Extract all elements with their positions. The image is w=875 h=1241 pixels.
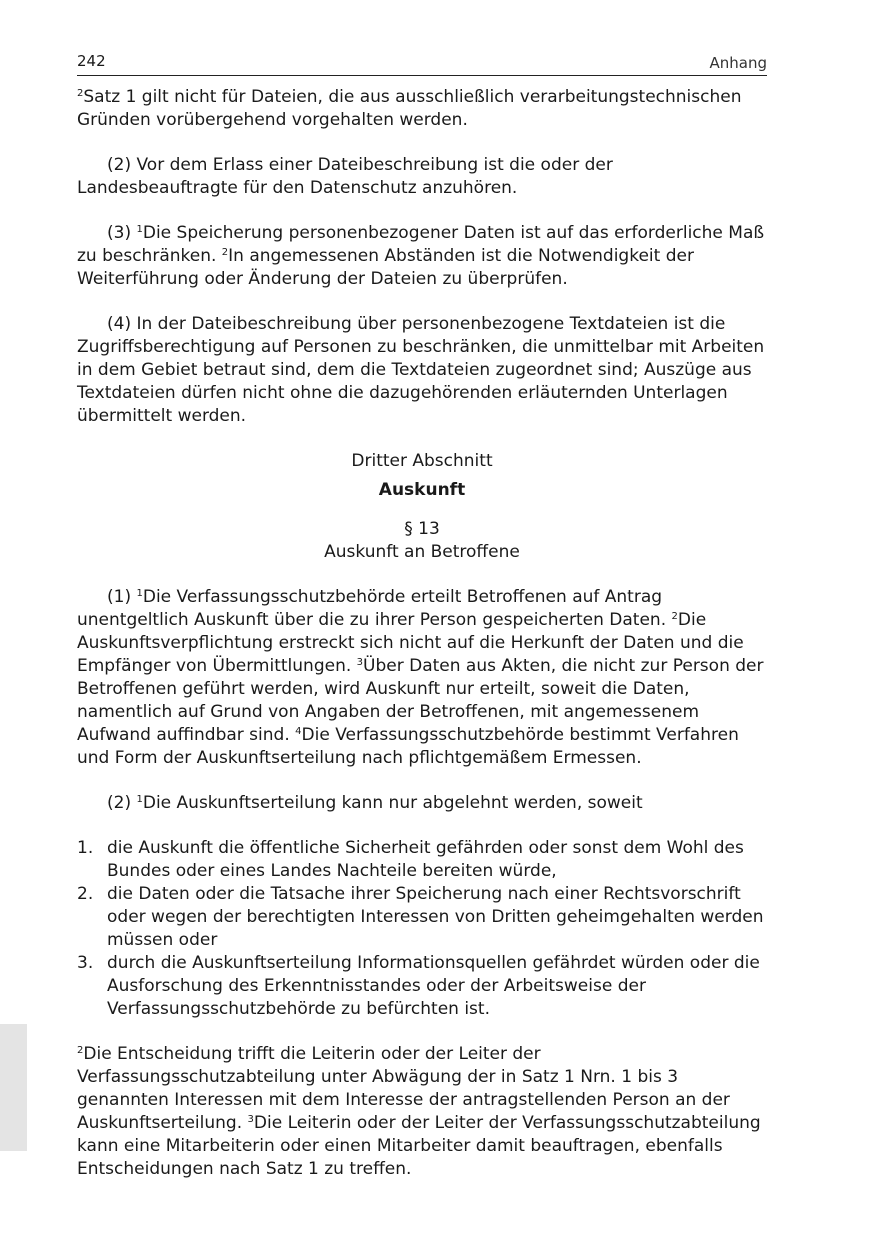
- list-item: 1. die Auskunft die öffentliche Sicherheit gefährden oder sonst dem Wohl des Bundes oder eines Landes Nachteile bereiten würde,: [77, 838, 744, 881]
- sentence-number: 3: [356, 657, 364, 668]
- list-number: 2.: [77, 884, 94, 904]
- sentence-number: 2: [77, 1045, 84, 1056]
- sentence-number: 1: [136, 588, 143, 599]
- paragraph-3: (3) $^1$Die Speicherung personenbezogener Daten ist auf das erforderliche Maß zu beschränken. $^2$In angemessenen Abständen ist die Notwendigkeit der Weiterführung oder Änderung der Dateien zu überprüfen.: [77, 223, 765, 289]
- sentence-number: 2: [221, 247, 229, 258]
- closing-paragraph: $^2$Die Entscheidung trifft die Leiterin oder der Leiter der Verfassungsschutzabteilung unter Abwägung der in Satz 1 Nrn. 1 bis 3 genannten Interessen mit dem Interesse der antragstellenden Person an der Auskunftserteilung. $^3$Die Leiterin oder der Leiter der Verfassungsschutzabteilung kann eine Mitarbeiterin oder einen Mitarbeiter damit beauftragen, ebenfalls Entscheidungen nach Satz 1 zu treffen.: [77, 1044, 761, 1179]
- subsection-1: (1) $^1$Die Verfassungsschutzbehörde erteilt Betroffenen auf Antrag unentgeltlich Auskunft über die zu ihrer Person gespeicherten Daten. $^2$Die Auskunftsverpflichtung erstreckt sich nicht auf die Herkunft der Daten und die Empfänger von Übermittlungen. $^3$Über Daten aus Akten, die nicht zur Person der Betroffenen geführt werden, wird Auskunft nur erteilt, soweit die Daten, namentlich auf Grund von Angaben der Betroffenen, mit angemessenem Aufwand auffindbar sind. $^4$Die Verfassungsschutzbehörde bestimmt Verfahren und Form der Auskunftserteilung nach pflichtgemäßem Ermessen.: [77, 587, 764, 768]
- section-heading: Dritter Abschnitt: [351, 451, 493, 471]
- running-head: Anhang: [709, 54, 767, 72]
- sentence-number: 2: [671, 611, 678, 622]
- paragraph-number: § 13: [404, 519, 440, 539]
- thumb-index-tab: [0, 1024, 27, 1151]
- paragraph-continuation: $^2$Satz 1 gilt nicht für Dateien, die aus ausschließlich verarbeitungstechnischen Gründen vorübergehend vorgehalten werden.: [77, 87, 742, 130]
- paragraph-2: (2) Vor dem Erlass einer Dateibeschreibung ist die oder der Landesbeauftragte für den Datenschutz anzuhören.: [77, 155, 613, 198]
- sentence-number: 1: [136, 224, 143, 235]
- sentence-number: 4: [295, 726, 302, 737]
- page-header: [77, 50, 767, 76]
- list-number: 3.: [77, 953, 94, 973]
- sentence-number: 1: [136, 794, 143, 805]
- list-item: 3. durch die Auskunftserteilung Informationsquellen gefährdet würden oder die Ausforschung des Erkenntnisstandes oder der Arbeitsweise der Verfassungsschutzbehörde zu befürchten ist.: [77, 953, 760, 1019]
- sentence-number: 3: [247, 1114, 254, 1125]
- subsection-2: (2) $^1$Die Auskunftserteilung kann nur abgelehnt werden, soweit: [107, 793, 643, 813]
- paragraph-4: (4) In der Dateibeschreibung über personenbezogene Textdateien ist die Zugriffsberechtigung auf Personen zu beschränken, die unmittelbar mit Arbeiten in dem Gebiet betraut sind, dem die Textdateien zugeordnet sind; Auszüge aus Textdateien dürfen nicht ohne die dazugehörenden erläuternden Unterlagen übermittelt werden.: [77, 314, 765, 426]
- paragraph-title: Auskunft an Betroffene: [324, 542, 520, 562]
- list-number: 1.: [77, 838, 94, 858]
- numbered-list: [77, 837, 767, 1021]
- page-body: [77, 86, 767, 1181]
- list-item: 2. die Daten oder die Tatsache ihrer Speicherung nach einer Rechtsvorschrift oder wegen der berechtigten Interessen von Dritten geheimgehalten werden müssen oder: [77, 884, 764, 950]
- sentence-number: 2: [77, 88, 84, 99]
- section-title: Auskunft: [378, 480, 466, 500]
- page-number: 242: [77, 52, 106, 70]
